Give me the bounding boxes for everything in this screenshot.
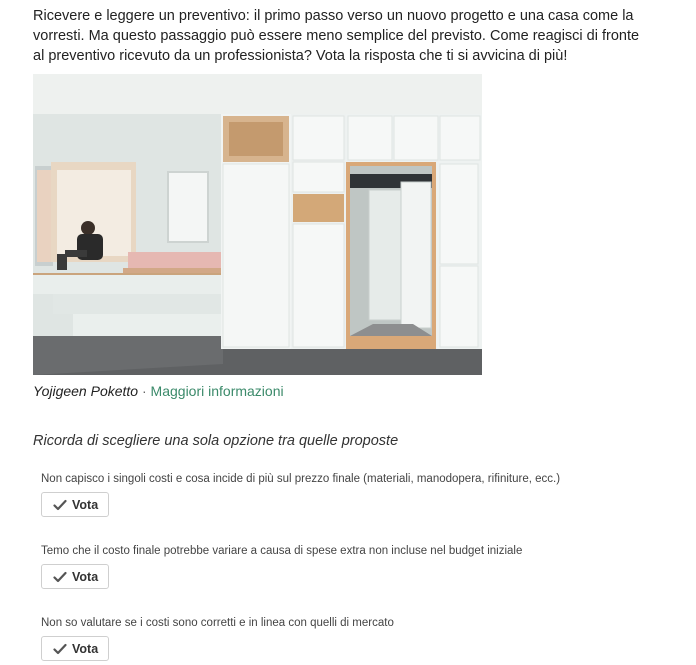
poll-option-label: Temo che il costo finale potrebbe variare a causa di spese extra non incluse nel budget iniziale: [41, 545, 523, 557]
poll-option-label: Non capisco i singoli costi e cosa incide di più sul prezzo finale (materiali, manodopera, rifiniture, ecc.): [41, 473, 561, 485]
intro-text: Ricevere e leggere un preventivo: il primo passo verso un nuovo progetto e una casa come la vorresti. Ma questo passaggio può essere meno semplice del previsto. Come reagisci di fronte al preventivo ricevuto da un professionista? Vota la risposta che ti si avvicina di più!: [33, 8, 640, 64]
poll-option-label: Non so valutare se i costi sono corretti e in linea con quelli di mercato: [41, 617, 394, 629]
vote-button-label: Vota: [72, 497, 99, 512]
poll-option: [41, 543, 522, 589]
vote-button-label: Vota: [72, 641, 99, 656]
photo-author: Yojigeen Poketto: [33, 383, 139, 399]
interior-photo-illustration: [33, 74, 482, 375]
check-icon: [53, 499, 67, 511]
photo-credit: [33, 383, 284, 399]
poll-option: [41, 615, 394, 661]
credit-separator: ·: [141, 383, 147, 399]
vote-button[interactable]: [41, 636, 109, 661]
poll-option: [41, 471, 560, 517]
vote-button[interactable]: [41, 564, 109, 589]
poll-reminder: Ricorda di scegliere una sola opzione tra quelle proposte: [33, 433, 399, 449]
vote-button-label: Vota: [72, 569, 99, 584]
more-info-link[interactable]: Maggiori informazioni: [150, 383, 284, 399]
check-icon: [53, 571, 67, 583]
check-icon: [53, 643, 67, 655]
article-photo[interactable]: [33, 74, 482, 375]
vote-button[interactable]: [41, 492, 109, 517]
